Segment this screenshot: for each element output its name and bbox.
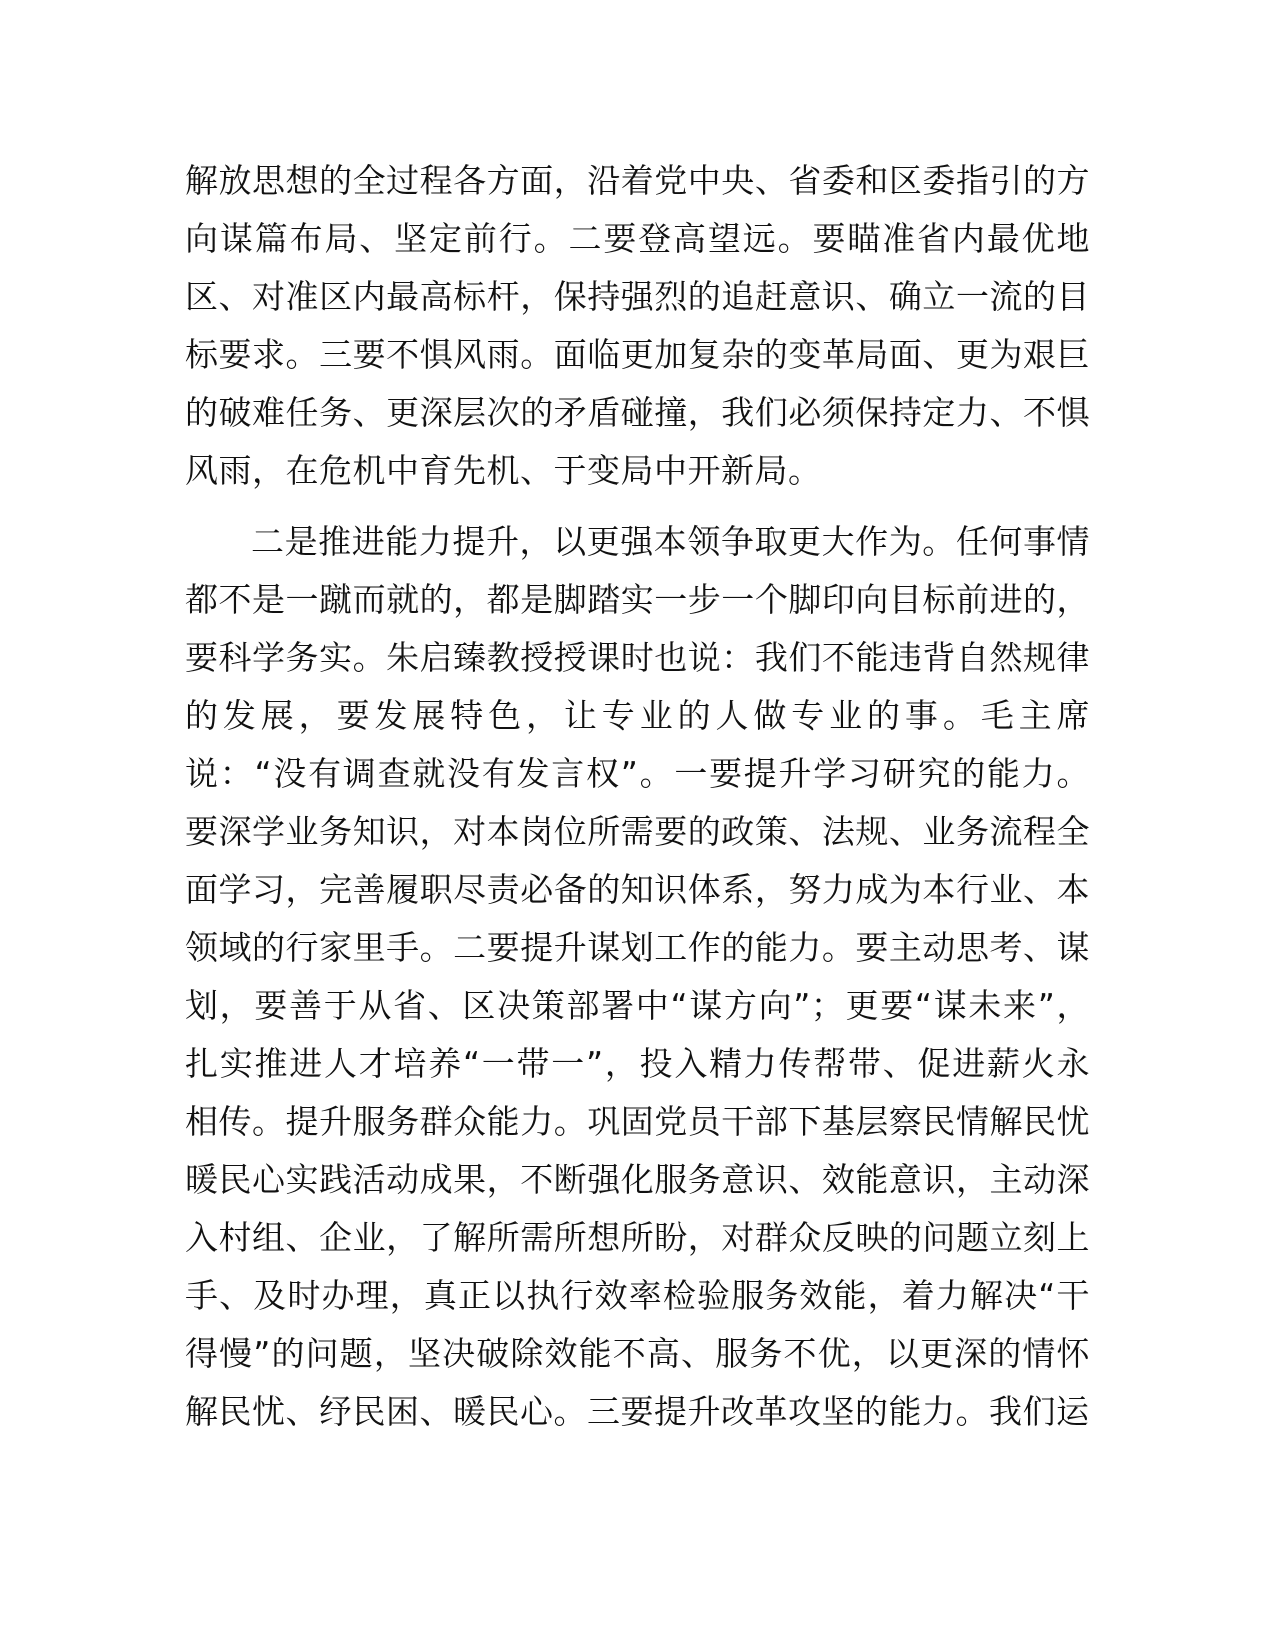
paragraph-continued: 解放思想的全过程各方面，沿着党中央、省委和区委指引的方向谋篇布局、坚定前行。二要登高望远。要瞄准省内最优地区、对准区内最高标杆，保持强烈的追赶意识、确立一流的目标要求。三要不惧风雨。面临更加复杂的变革局面、更为艰巨的破难任务、更深层次的矛盾碰撞，我们必须保持定力、不惧风雨，在危机中育先机、于变局中开新局。	[185, 161, 1090, 490]
document-body	[185, 152, 1090, 1441]
paragraph-ability-improvement: 二是推进能力提升，以更强本领争取更大作为。任何事情都不是一蹴而就的，都是脚踏实一步一个脚印向目标前进的，要科学务实。朱启臻教授授课时也说：我们不能违背自然规律的发展，要发展特色，让专业的人做专业的事。毛主席说：“没有调查就没有发言权”。一要提升学习研究的能力。要深学业务知识，对本岗位所需要的政策、法规、业务流程全面学习，完善履职尽责必备的知识体系，努力成为本行业、本领域的行家里手。二要提升谋划工作的能力。要主动思考、谋划，要善于从省、区决策部署中“谋方向”；更要“谋未来”，扎实推进人才培养“一带一”，投入精力传帮带、促进薪火永相传。提升服务群众能力。巩固党员干部下基层察民情解民忧暖民心实践活动成果，不断强化服务意识、效能意识，主动深入村组、企业，了解所需所想所盼，对群众反映的问题立刻上手、及时办理，真正以执行效率检验服务效能，着力解决“干得慢”的问题，坚决破除效能不高、服务不优，以更深的情怀解民忧、纾民困、暖民心。三要提升改革攻坚的能力。我们运	[185, 522, 1090, 1431]
